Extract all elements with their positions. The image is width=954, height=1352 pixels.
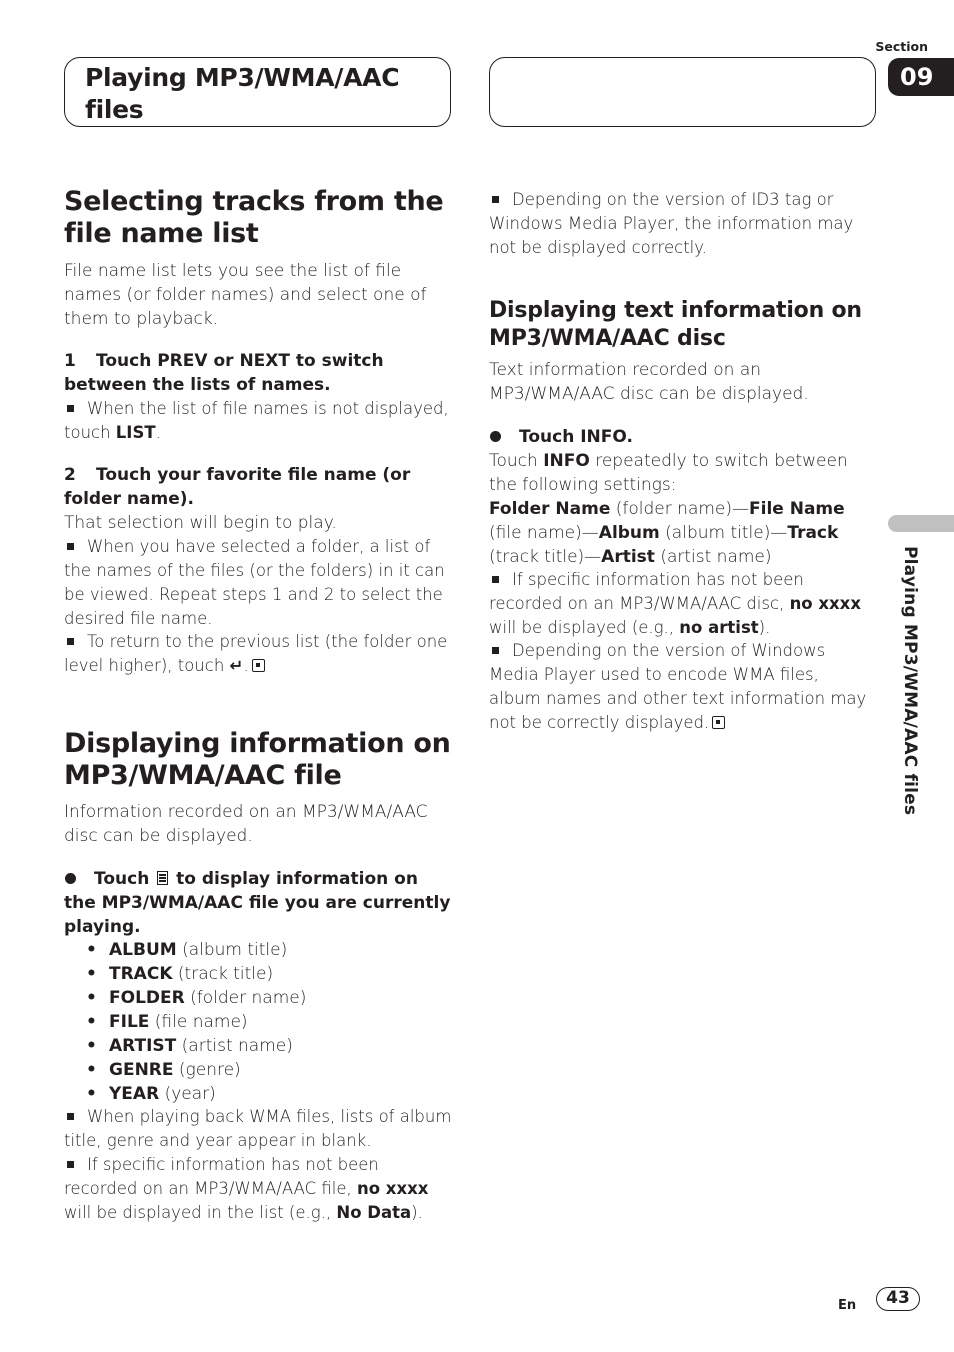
- note-square-icon: [67, 543, 74, 550]
- page-number: 43: [876, 1287, 920, 1311]
- menu-list-icon: [157, 871, 168, 885]
- step2-note2: To return to the previous list (the folder one level higher), touch ↵.: [64, 632, 448, 675]
- section1-title: Selecting tracks from the file name list: [64, 186, 444, 249]
- note-square-icon: [492, 576, 499, 583]
- list-item: • ARTIST (artist name): [64, 1034, 452, 1058]
- header-empty-box: [489, 57, 876, 127]
- side-tab-bar: [888, 515, 954, 532]
- section1-intro: File name list lets you see the list of file names (or folder names) and select one of them to playback.: [64, 261, 427, 329]
- list-item: • FILE (file name): [64, 1010, 452, 1034]
- step1-number: 1: [64, 351, 76, 371]
- section2-title: Displaying information on MP3/WMA/AAC file: [64, 728, 451, 791]
- section2-note2: If specific information has not been recorded on an MP3/WMA/AAC file, no xxxx will be displayed in the list (e.g., No Data).: [64, 1155, 429, 1222]
- section3-action: Touch INFO.: [489, 425, 869, 449]
- step1: [64, 349, 452, 397]
- section2-intro: Information recorded on an MP3/WMA/AAC disc can be displayed.: [64, 802, 428, 846]
- note-square-icon: [67, 1161, 74, 1168]
- header-title: Playing MP3/WMA/AAC files: [85, 63, 400, 124]
- section3-note1: If specific information has not been recorded on an MP3/WMA/AAC disc, no xxxx will be displayed (e.g., no artist).: [489, 570, 861, 637]
- return-icon: ↵: [229, 656, 244, 675]
- section3-body: Touch INFO repeatedly to switch between the following settings: Folder Name (folder name)—File Name (file name)—Album (album title)—Track (track title)—Artist (artist name): [489, 451, 848, 567]
- step1-text: Touch PREV or NEXT to switch between the lists of names.: [64, 351, 384, 395]
- note-square-icon: [67, 638, 74, 645]
- step2-note1: When you have selected a folder, a list of the names of the files (or the folders) in it can be viewed. Repeat steps 1 and 2 to select the desired file name.: [64, 537, 445, 628]
- footer-language: En: [838, 1298, 857, 1313]
- section3-title: Displaying text information on MP3/WMA/AAC disc: [489, 298, 862, 351]
- list-item: • YEAR (year): [64, 1082, 452, 1106]
- side-tab-label: Playing MP3/WMA/AAC files: [900, 546, 920, 816]
- note-square-icon: [492, 647, 499, 654]
- list-item: • TRACK (track title): [64, 962, 452, 986]
- section-label: Section: [875, 39, 928, 54]
- note-square-icon: [67, 1113, 74, 1120]
- section3-note2: Depending on the version of Windows Media Player used to encode WMA files, album names and other text information may not be correctly displayed.: [489, 641, 867, 732]
- step1-note: When the list of file names is not displayed, touch LIST.: [64, 399, 449, 442]
- step2-body: That selection will begin to play.: [64, 513, 337, 533]
- list-item: • FOLDER (folder name): [64, 986, 452, 1010]
- info-item-list: [64, 938, 452, 1106]
- step2: [64, 463, 452, 511]
- step2-number: 2: [64, 465, 76, 485]
- step2-text: Touch your favorite file name (or folder name).: [64, 465, 411, 509]
- bullet-dot-icon: [65, 873, 76, 884]
- section2-action: Touch to display information on the MP3/WMA/AAC file you are currently playing.: [64, 869, 451, 937]
- section2-note3: Depending on the version of ID3 tag or Windows Media Player, the information may not be displayed correctly.: [489, 190, 854, 257]
- section-number-tab: 09: [888, 58, 954, 96]
- header-title-box: [64, 57, 451, 127]
- list-label: LIST: [115, 423, 156, 442]
- section2-note1: When playing back WMA files, lists of album title, genre and year appear in blank.: [64, 1107, 452, 1150]
- note-square-icon: [67, 405, 74, 412]
- end-mark-icon: [712, 716, 725, 729]
- list-item: • GENRE (genre): [64, 1058, 452, 1082]
- end-mark-icon: [252, 659, 265, 672]
- list-item: • ALBUM (album title): [64, 938, 452, 962]
- bullet-dot-icon: [490, 431, 501, 442]
- section3-intro: Text information recorded on an MP3/WMA/AAC disc can be displayed.: [489, 360, 809, 404]
- note-square-icon: [492, 196, 499, 203]
